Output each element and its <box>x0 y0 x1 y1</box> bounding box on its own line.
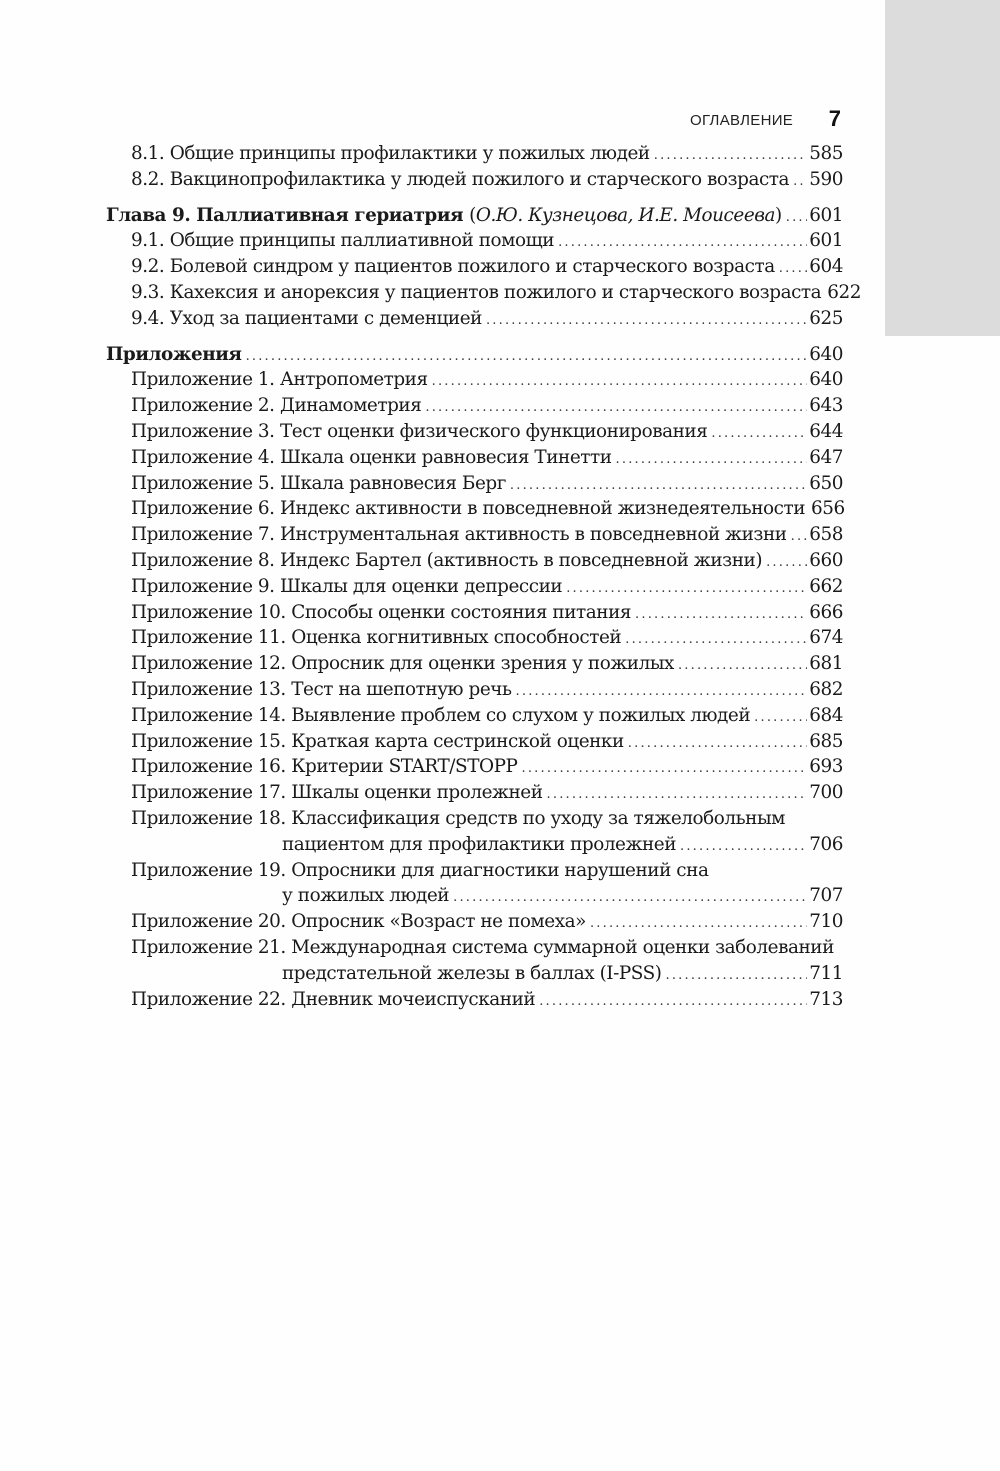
toc-entry-page: 662 <box>809 575 843 597</box>
toc-entry-page: 650 <box>809 472 843 494</box>
toc-entry-title: Приложение 2. Динамометрия <box>131 395 422 417</box>
dot-leader <box>566 576 807 602</box>
toc-entry-page: 601 <box>809 204 843 226</box>
paren-open: ( <box>469 204 476 226</box>
dot-leader <box>558 230 807 256</box>
page-number: 7 <box>828 106 841 131</box>
toc-entry[interactable] <box>106 445 843 471</box>
toc-entry-title: 8.1. Общие принципы профилактики у пожилых людей <box>131 143 650 164</box>
toc-entry-page: 681 <box>809 653 843 675</box>
toc-entry-title: Приложение 3. Тест оценки физического функционирования <box>131 420 708 442</box>
toc-entry[interactable] <box>106 729 843 755</box>
toc-entry-title: 9.1. Общие принципы паллиативной помощи <box>131 230 555 252</box>
toc-entry-title: Приложение 10. Способы оценки состояния питания <box>131 601 632 623</box>
toc-entry-page: 585 <box>809 143 843 164</box>
running-header <box>690 106 844 136</box>
dot-leader <box>654 143 808 169</box>
toc-entry[interactable] <box>106 167 843 193</box>
toc-entry[interactable] <box>106 548 843 574</box>
toc-entry-page: 700 <box>809 782 843 804</box>
toc-entry[interactable] <box>106 677 843 703</box>
toc-entry-title: Приложение 22. Дневник мочеиспусканий <box>131 988 536 1010</box>
toc-entry-page: 658 <box>809 524 843 546</box>
toc-entry-title: Приложение 8. Индекс Бартел (активность в повседневной жизни) <box>131 549 763 571</box>
dot-leader <box>590 911 807 937</box>
toc-entry-title: Приложение 7. Инструментальная активность в повседневной жизни <box>131 524 787 546</box>
toc-entry-page: 711 <box>809 962 843 984</box>
dot-leader <box>425 395 807 421</box>
toc-entry-page: 693 <box>809 756 843 778</box>
dot-leader <box>779 256 808 282</box>
toc-entry-page: 682 <box>809 678 843 700</box>
toc-entry-appendix-19[interactable] <box>106 858 843 910</box>
toc-entry-title: Приложение 12. Опросник для оценки зрения у пожилых <box>131 653 674 675</box>
chapter-authors: О.Ю. Кузнецова, И.Е. Моисеева <box>475 204 776 226</box>
toc-entry-title: Приложение 6. Индекс активности в повседневной жизнедеятельности <box>131 498 806 520</box>
dot-leader <box>711 421 807 447</box>
toc-entry-title: Приложение 16. Критерии START/STOPP <box>131 756 518 778</box>
toc-entry-appendix-22[interactable] <box>106 987 843 1013</box>
toc-entry-appendix-21[interactable] <box>106 935 843 987</box>
dot-leader <box>246 344 808 370</box>
dot-leader <box>678 653 807 679</box>
toc-entry-page: 660 <box>809 549 843 571</box>
paren-close: ) <box>775 204 782 226</box>
toc-entry-title-line2: пациентом для профилактики пролежней <box>282 833 677 855</box>
toc-entry[interactable] <box>106 754 843 780</box>
toc-entry-title: Приложение 17. Шкалы оценки пролежней <box>131 782 543 804</box>
toc-entry-page: 643 <box>809 395 843 417</box>
toc-entry[interactable] <box>106 367 843 393</box>
toc-entry-title-line2: предстательной железы в баллах (I-PSS) <box>282 962 662 984</box>
toc-entry[interactable] <box>106 651 843 677</box>
toc-entry-title-line2: у пожилых людей <box>282 885 450 907</box>
toc-entry-title-line1: Приложение 19. Опросники для диагностики нарушений сна <box>131 859 709 881</box>
toc-entry-appendix-18[interactable] <box>106 806 843 858</box>
dot-leader <box>516 679 808 705</box>
toc-entry-title: Приложение 9. Шкалы для оценки депрессии <box>131 575 563 597</box>
toc-entry-page: 707 <box>809 885 843 907</box>
toc-entry[interactable] <box>106 600 843 626</box>
dot-leader <box>539 989 807 1015</box>
toc-entry-page: 604 <box>809 256 843 278</box>
dot-leader <box>453 885 807 911</box>
chapter-title: Глава 9. Паллиативная гериатрия <box>106 204 464 226</box>
toc-entry-title: 9.3. Кахексия и анорексия у пациентов пожилого и старческого возраста <box>131 281 822 303</box>
toc-entry-page: 710 <box>809 911 843 933</box>
toc-entry[interactable] <box>106 574 843 600</box>
toc-entry-title: Приложение 1. Антропометрия <box>131 369 428 391</box>
dot-leader <box>666 963 808 989</box>
toc-entry-title: Приложение 14. Выявление проблем со слухом у пожилых людей <box>131 704 751 726</box>
dot-leader <box>432 369 808 395</box>
toc-entry-page: 644 <box>809 420 843 442</box>
toc-entry-page: 656 <box>811 498 845 520</box>
toc-entry-page: 640 <box>809 343 843 365</box>
dot-leader <box>625 627 807 653</box>
side-thumb-tab <box>885 0 1000 336</box>
toc-entry-page: 713 <box>809 988 843 1010</box>
toc-entry-page: 625 <box>809 307 843 329</box>
toc-entry-page: 666 <box>809 601 843 623</box>
dot-leader <box>521 756 807 782</box>
toc-entry[interactable] <box>106 496 843 522</box>
dot-leader <box>786 205 807 231</box>
running-header-title: ОГЛАВЛЕНИЕ <box>690 112 794 129</box>
toc-appendices[interactable] <box>106 342 843 368</box>
toc-entry-page: 622 <box>827 281 861 303</box>
toc-entry[interactable] <box>106 306 843 332</box>
toc-entry[interactable] <box>106 393 843 419</box>
toc-entry-page: 706 <box>809 833 843 855</box>
toc-entry[interactable] <box>106 254 843 280</box>
toc-entry-title: Приложение 20. Опросник «Возраст не помеха» <box>131 911 586 933</box>
toc-entry-title: 9.4. Уход за пациентами с деменцией <box>131 307 482 329</box>
appendices-title: Приложения <box>106 343 242 365</box>
toc-entry[interactable] <box>106 280 861 306</box>
toc-entry-page: 601 <box>809 230 843 252</box>
toc-entry[interactable] <box>106 780 843 806</box>
toc-entry-title: Приложение 5. Шкала равновесия Берг <box>131 472 506 494</box>
dot-leader <box>547 782 808 808</box>
toc-chapter-9[interactable] <box>106 203 843 229</box>
toc-entry-title-line1: Приложение 21. Международная система суммарной оценки заболеваний <box>131 936 834 958</box>
toc-entry-page: 684 <box>809 704 843 726</box>
dot-leader <box>793 169 807 195</box>
dot-leader <box>616 447 808 473</box>
dot-leader <box>754 705 807 731</box>
dot-leader <box>486 308 807 334</box>
dot-leader <box>680 834 807 860</box>
toc-entry-title-line1: Приложение 18. Классификация средств по уходу за тяжелобольным <box>131 807 786 829</box>
dot-leader <box>635 602 807 628</box>
toc-entry[interactable] <box>106 419 843 445</box>
toc-entry[interactable] <box>106 625 843 651</box>
toc-entry-page: 685 <box>809 730 843 752</box>
dot-leader <box>766 550 807 576</box>
toc-entry-title: Приложение 4. Шкала оценки равновесия Тинетти <box>131 446 612 468</box>
toc-entry-title: Приложение 13. Тест на шепотную речь <box>131 678 512 700</box>
toc-entry[interactable] <box>106 703 843 729</box>
dot-leader <box>791 524 808 550</box>
toc-entry-appendix-20[interactable] <box>106 909 843 935</box>
toc-entry[interactable] <box>106 228 843 254</box>
table-of-contents <box>106 141 861 1012</box>
toc-entry[interactable] <box>106 141 843 167</box>
dot-leader <box>628 731 807 757</box>
toc-entry-page: 640 <box>809 369 843 391</box>
toc-entry-title: 8.2. Вакцинопрофилактика у людей пожилого и старческого возраста <box>131 168 790 190</box>
toc-entry-page: 647 <box>809 446 843 468</box>
toc-entry-title: 9.2. Болевой синдром у пациентов пожилого и старческого возраста <box>131 256 775 278</box>
toc-entry-page: 674 <box>809 627 843 649</box>
toc-entry-title: Приложение 15. Краткая карта сестринской оценки <box>131 730 624 752</box>
toc-entry[interactable] <box>106 522 843 548</box>
toc-entry-page: 590 <box>809 168 843 190</box>
toc-entry[interactable] <box>106 471 843 497</box>
toc-entry-title: Приложение 11. Оценка когнитивных способностей <box>131 627 622 649</box>
dot-leader <box>510 473 807 499</box>
